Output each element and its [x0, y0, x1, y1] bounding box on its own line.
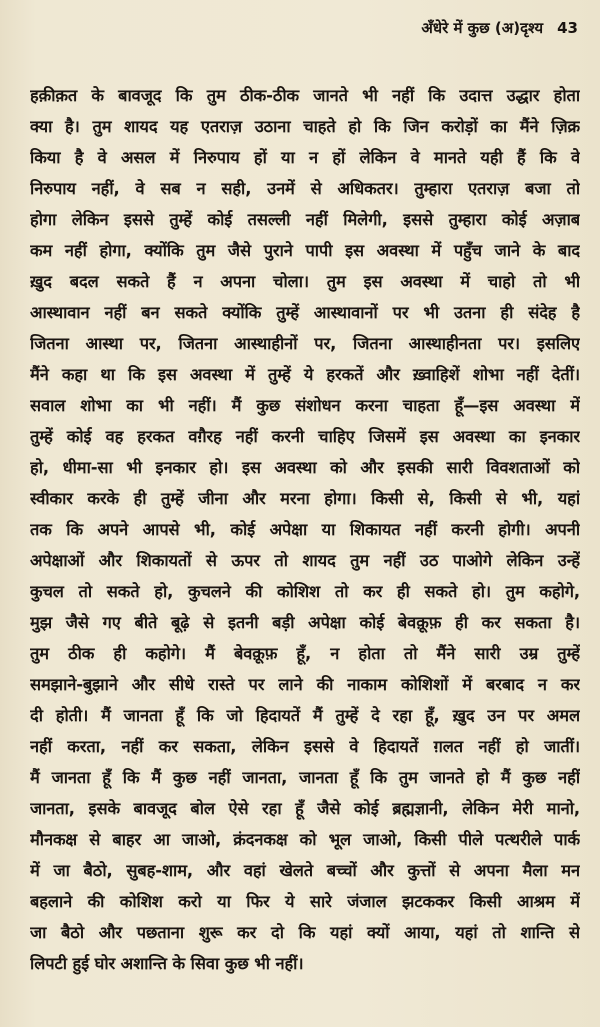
text-line: अपेक्षाओं और शिकायतों से ऊपर तो शायद तुम नहीं उठ पाओगे लेकिन उन्हें [30, 551, 580, 570]
text-line: स्वीकार करके ही तुम्हें जीना और मरना होगा। किसी से, किसी से भी, यहां [30, 489, 580, 508]
text-line: नहीं करता, नहीं कर सकता, लेकिन इससे वे हिदायतें ग़लत नहीं हो जातीं। [30, 737, 580, 756]
body-text [30, 80, 580, 979]
text-line: हक़ीक़त के बावजूद कि तुम ठीक-ठीक जानते भी नहीं कि उदात्त उद्धार होता [30, 86, 580, 105]
running-title: अँधेरे में कुछ (अ)दृश्य [421, 19, 544, 37]
text-line: मैंने कहा था कि इस अवस्था में तुम्हें ये हरकतें और ख़्वाहिशें शोभा नहीं देतीं। [30, 365, 580, 384]
text-line: समझाने-बुझाने और सीधे रास्ते पर लाने की नाकाम कोशिशों में बरबाद न कर [30, 675, 580, 694]
text-line: हो, धीमा-सा भी इनकार हो। इस अवस्था को और इसकी सारी विवशताओं को [30, 458, 580, 477]
text-line: कुचल तो सकते हो, कुचलने की कोशिश तो कर ही सकते हो। तुम कहोगे, [30, 582, 580, 601]
text-line: आस्थावान नहीं बन सकते क्योंकि तुम्हें आस्थावानों पर भी उतना ही संदेह है [30, 303, 580, 322]
text-line: बहलाने की कोशिश करो या फिर ये सारे जंजाल झटककर किसी आश्रम में [30, 892, 580, 911]
text-line: तुम ठीक ही कहोगे। मैं बेवक़ूफ़ हूँ, न होता तो मैंने सारी उम्र तुम्हें [30, 644, 580, 663]
text-line: किया है वे असल में निरुपाय हों या न हों लेकिन वे मानते यही हैं कि वे [30, 148, 580, 167]
text-line: जा बैठो और पछताना शुरू कर दो कि यहां क्यों आया, यहां तो शान्ति से [30, 923, 580, 942]
text-line: कम नहीं होगा, क्योंकि तुम जैसे पुराने पापी इस अवस्था में पहुँच जाने के बाद [30, 241, 580, 260]
text-line: जानता, इसके बावजूद बोल ऐसे रहा हूँ जैसे कोई ब्रह्मज्ञानी, लेकिन मेरी मानो, [30, 799, 580, 818]
text-line: दी होती। मैं जानता हूँ कि जो हिदायतें मैं तुम्हें दे रहा हूँ, ख़ुद उन पर अमल [30, 706, 580, 725]
text-line: जितना आस्था पर, जितना आस्थाहीनों पर, जितना आस्थाहीनता पर। इसलिए [30, 334, 580, 353]
page-number: 43 [557, 19, 578, 37]
text-line: सवाल शोभा का भी नहीं। मैं कुछ संशोधन करना चाहता हूँ—इस अवस्था में [30, 396, 580, 415]
text-line: तक कि अपने आपसे भी, कोई अपेक्षा या शिकायत नहीं करनी होगी। अपनी [30, 520, 580, 539]
text-line: ख़ुद बदल सकते हैं न अपना चोला। तुम इस अवस्था में चाहो तो भी [30, 272, 580, 291]
text-line: निरुपाय नहीं, वे सब न सही, उनमें से अधिकतर। तुम्हारा एतराज़ बजा तो [30, 179, 580, 198]
text-line: क्या है। तुम शायद यह एतराज़ उठाना चाहते हो कि जिन करोड़ों का मैंने ज़िक्र [30, 117, 580, 136]
text-line: मौनकक्ष से बाहर आ जाओ, क्रंदनकक्ष को भूल जाओ, किसी पीले पत्थरीले पार्क [30, 830, 580, 849]
running-header [421, 18, 578, 38]
text-line: होगा लेकिन इससे तुम्हें कोई तसल्ली नहीं मिलेगी, इससे तुम्हारा कोई अज़ाब [30, 210, 580, 229]
text-line: में जा बैठो, सुबह-शाम, और वहां खेलते बच्चों और कुत्तों से अपना मैला मन [30, 861, 580, 880]
text-line: तुम्हें कोई वह हरकत वग़ैरह नहीं करनी चाहिए जिसमें इस अवस्था का इनकार [30, 427, 580, 446]
text-line: मुझ जैसे गए बीते बूढ़े से इतनी बड़ी अपेक्षा कोई बेवक़ूफ़ ही कर सकता है। [30, 613, 580, 632]
text-line: मैं जानता हूँ कि मैं कुछ नहीं जानता, जानता हूँ कि तुम जानते हो मैं कुछ नहीं [30, 768, 580, 787]
text-line: लिपटी हुई घोर अशान्ति के सिवा कुछ भी नहीं। [30, 954, 304, 973]
